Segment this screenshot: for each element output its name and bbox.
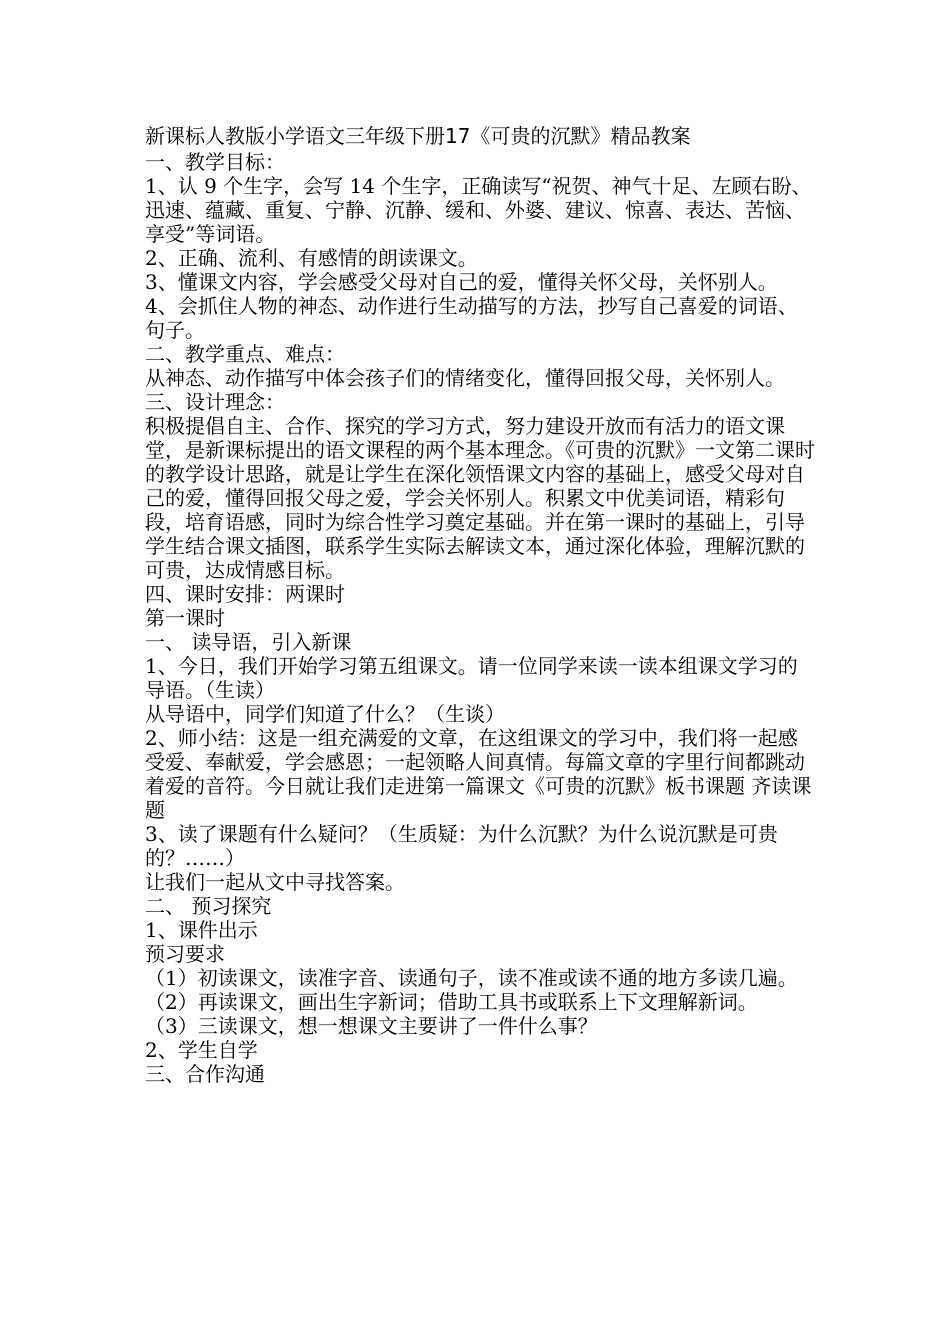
document-page bbox=[145, 122, 815, 1086]
design-concept-text: 积极提倡自主、合作、探究的学习方式，努力建设开放而有活力的语文课堂，是新课标提出的语文课程的两个基本理念。《可贵的沉默》一文第二课时的教学设计思路，就是让学生在深化领悟课文内容的基础上，感受父母对自己的爱，懂得回报父母之爱，学会关怀别人。积累文中优美词语，精彩句段，培育语感，同时为综合性学习奠定基础。并在第一课时的基础上，引导学生结合课文插图，联系学生实际去解读文本，通过深化体验，理解沉默的可贵，达成情感目标。 bbox=[145, 414, 815, 582]
requirement-2: （2）再读课文，画出生字新词；借助工具书或联系上下文理解新词。 bbox=[145, 990, 758, 1014]
heading-design-concept: 三、设计理念： bbox=[145, 390, 285, 414]
goal-4: 4、会抓住人物的神态、动作进行生动描写的方法，抄写自己喜爱的词语、句子。 bbox=[145, 294, 798, 342]
preview-step-1: 1、课件出示 bbox=[145, 918, 258, 942]
first-lesson-heading: 第一课时 bbox=[145, 606, 225, 630]
section-intro: 一、 读导语，引入新课 bbox=[145, 630, 352, 654]
intro-step-2: 2、师小结：这是一组充满爱的文章，在这组课文的学习中，我们将一起感受爱、奉献爱，学会感恩；一起领略人间真情。每篇文章的字里行间都跳动着爱的音符。今日就让我们走进第一篇课文《可贵的沉默》板书课题 齐读课题 bbox=[145, 726, 812, 822]
intro-conclusion: 让我们一起从文中寻找答案。 bbox=[145, 870, 405, 894]
intro-question: 从导语中，同学们知道了什么？（生谈） bbox=[145, 702, 505, 726]
preview-requirements-heading: 预习要求 bbox=[145, 942, 225, 966]
requirement-3: （3）三读课文，想一想课文主要讲了一件什么事？ bbox=[145, 1014, 598, 1038]
section-cooperation: 三、合作沟通 bbox=[145, 1062, 265, 1086]
goal-1: 1、认 9 个生字，会写 14 个生字，正确读写“祝贺、神气十足、左顾右盼、迅速、蕴藏、重复、宁静、沉静、缓和、外婆、建议、惊喜、表达、苦恼、享受”等词语。 bbox=[145, 174, 812, 246]
goal-3: 3、懂课文内容，学会感受父母对自己的爱，懂得关怀父母，关怀别人。 bbox=[145, 270, 778, 294]
heading-key-points: 二、教学重点、难点： bbox=[145, 342, 345, 366]
goal-2: 2、正确、流利、有感情的朗读课文。 bbox=[145, 246, 478, 270]
heading-teaching-goals: 一、教学目标： bbox=[145, 150, 285, 174]
preview-step-2: 2、学生自学 bbox=[145, 1038, 258, 1062]
section-preview: 二、 预习探究 bbox=[145, 894, 272, 918]
document-title: 新课标人教版小学语文三年级下册17《可贵的沉默》精品教案 bbox=[145, 124, 691, 148]
requirement-1: （1）初读课文，读准字音、读通句子，读不准或读不通的地方多读几遍。 bbox=[145, 966, 798, 990]
heading-schedule: 四、课时安排：两课时 bbox=[145, 582, 345, 606]
intro-step-3: 3、读了课题有什么疑问？（生质疑：为什么沉默？为什么说沉默是可贵的？……） bbox=[145, 822, 778, 870]
intro-step-1: 1、今日，我们开始学习第五组课文。请一位同学来读一读本组课文学习的导语。（生读） bbox=[145, 654, 798, 702]
key-points-text: 从神态、动作描写中体会孩子们的情绪变化，懂得回报父母，关怀别人。 bbox=[145, 366, 785, 390]
